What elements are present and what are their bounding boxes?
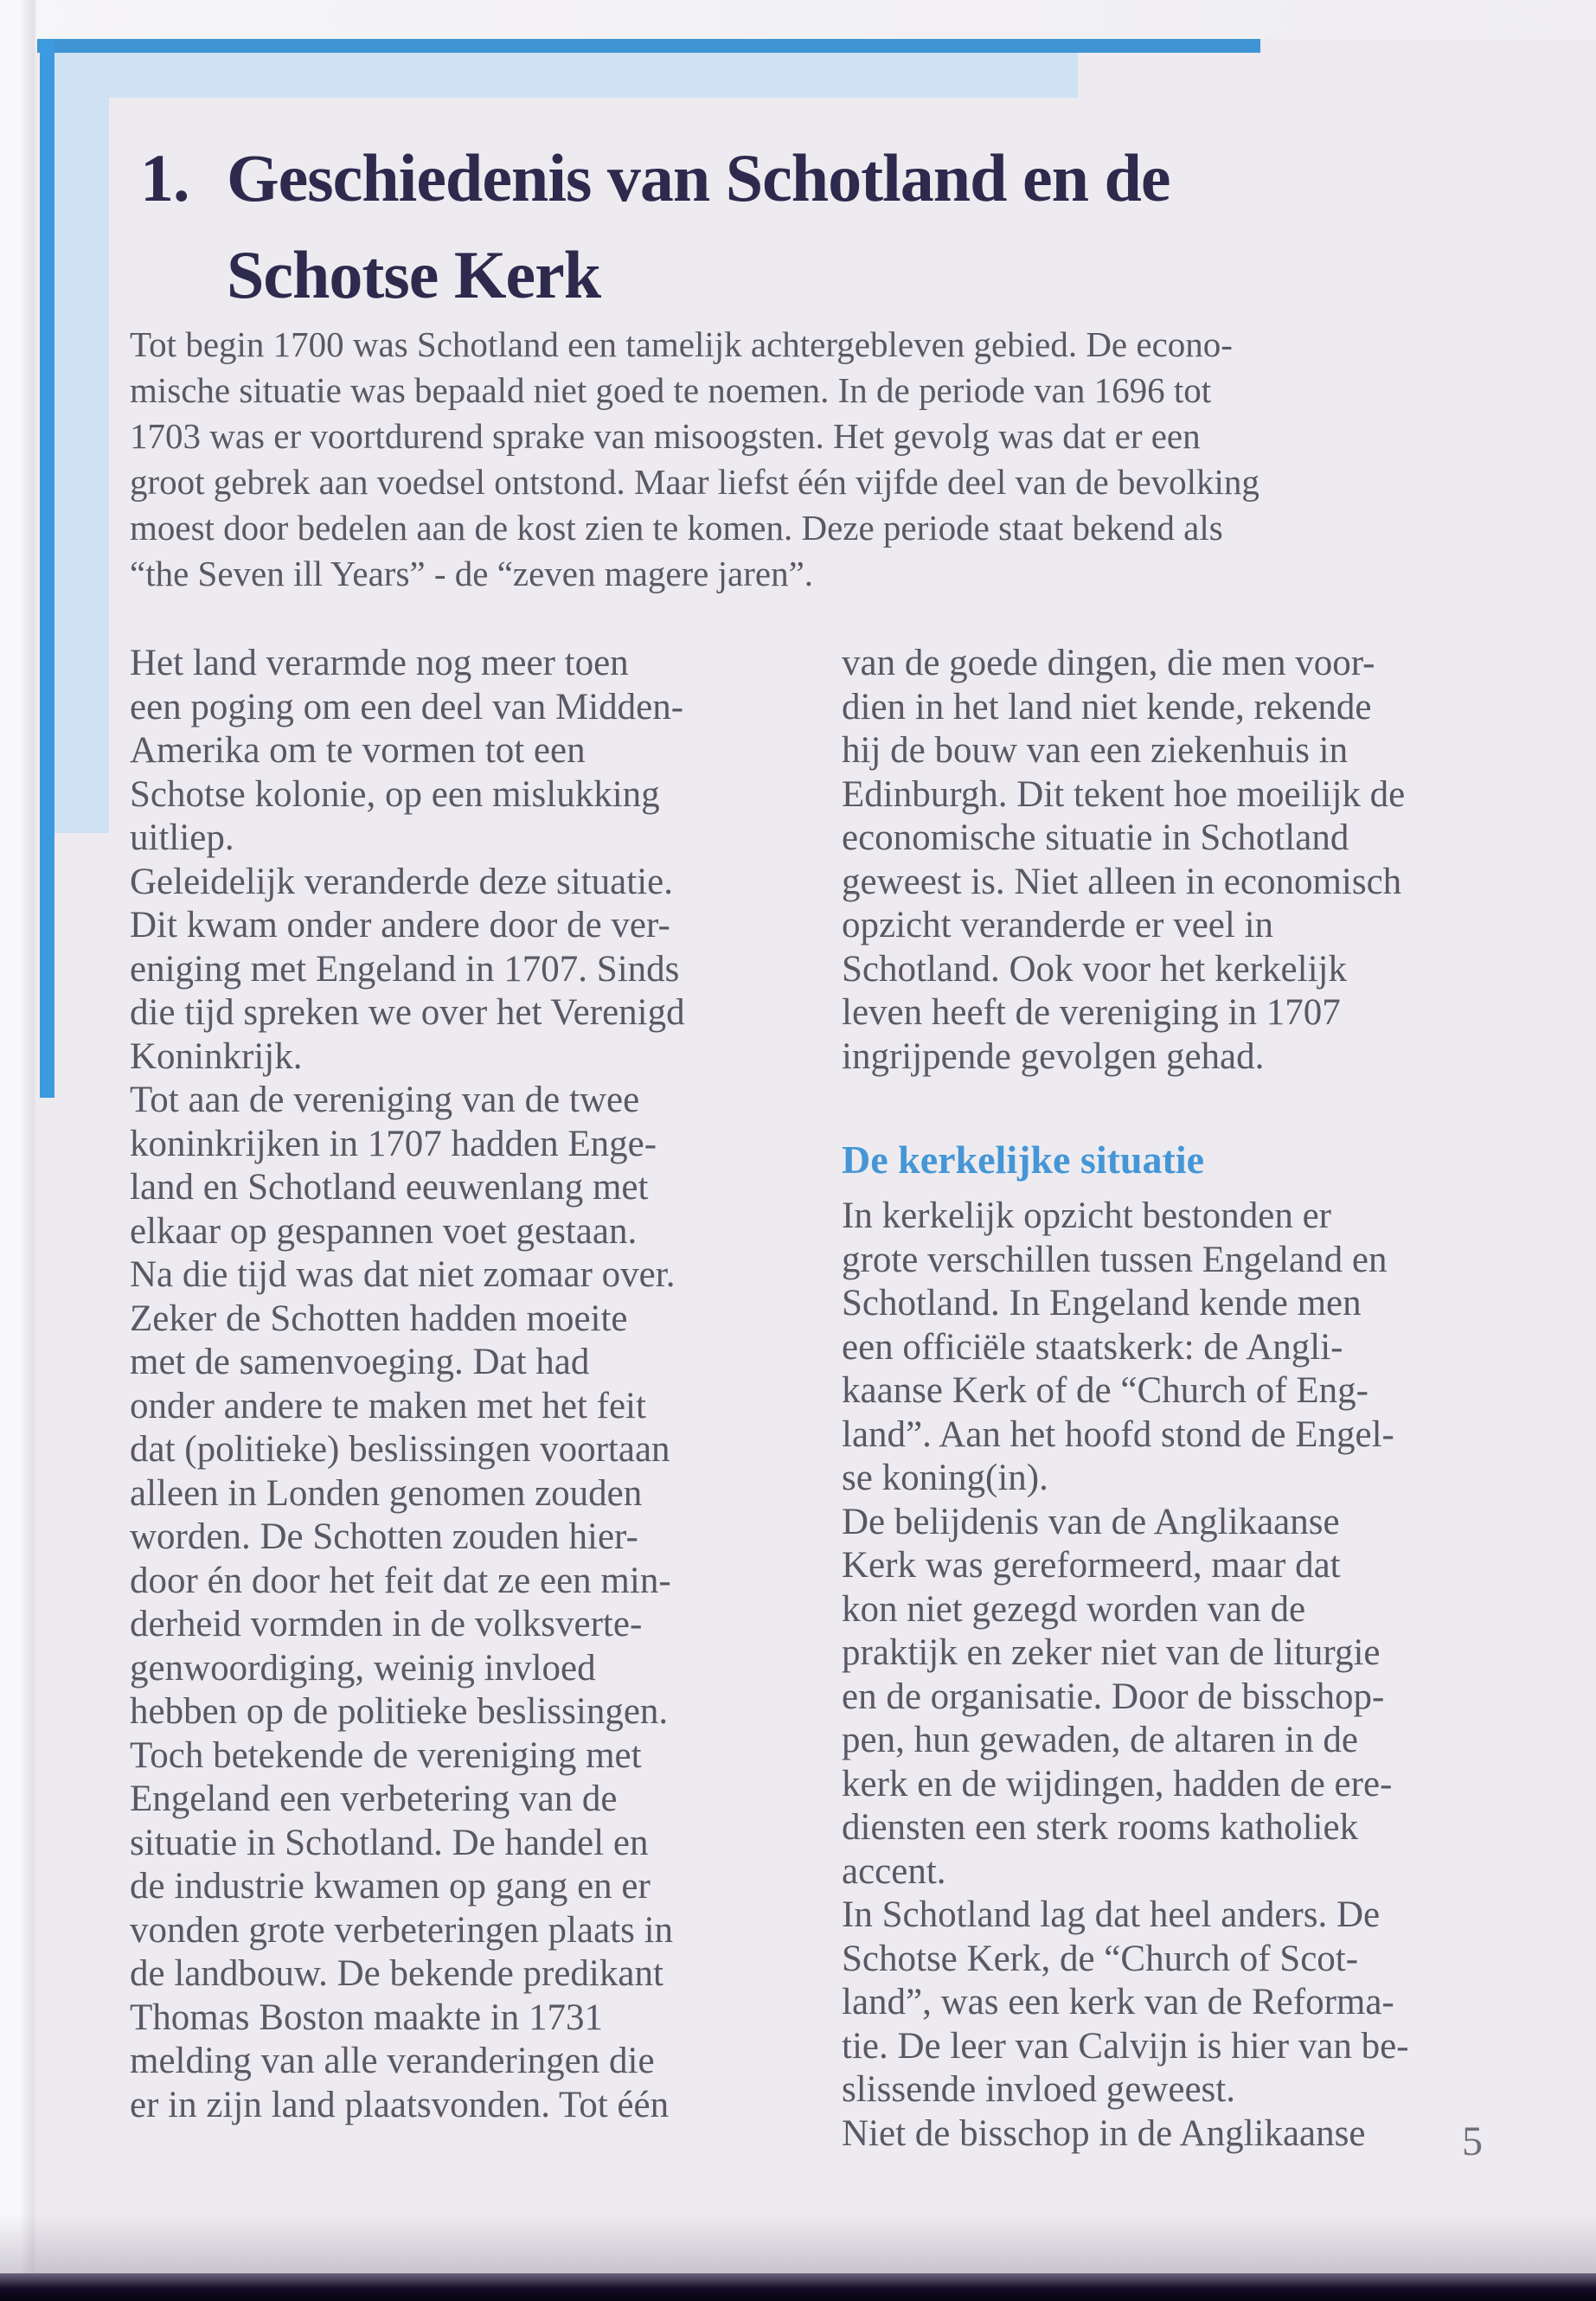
top-accent-bar xyxy=(37,39,1260,53)
text-line: de industrie kwamen op gang en er xyxy=(130,1866,651,1907)
left-accent-stripe xyxy=(40,39,54,1098)
text-line: land”, was een kerk van de Reforma- xyxy=(842,1982,1394,2022)
text-line: economische situatie in Schotland xyxy=(842,817,1349,858)
text-line: Na die tijd was dat niet zomaar over. xyxy=(130,1254,676,1295)
text-line: die tijd spreken we over het Verenigd xyxy=(130,992,685,1033)
text-line: Koninkrijk. xyxy=(130,1035,303,1077)
chapter-title-line-1: Geschiedenis van Schotland en de xyxy=(227,140,1170,215)
left-text-column xyxy=(130,642,822,2127)
text-line: kaanse Kerk of de “Church of Eng- xyxy=(842,1370,1368,1411)
text-line: “the Seven ill Years” - de “zeven magere jaren”. xyxy=(130,554,814,593)
right-text-column xyxy=(842,642,1534,2156)
paper-edge-top xyxy=(0,0,1596,39)
light-blue-panel-side xyxy=(54,53,109,833)
text-line: uitliep. xyxy=(130,817,234,858)
text-line: Thomas Boston maakte in 1731 xyxy=(130,1997,603,2038)
text-line: Schotse kolonie, op een mislukking xyxy=(130,773,660,815)
text-line: een officiële staatskerk: de Angli- xyxy=(842,1326,1343,1368)
paper-edge-left xyxy=(0,0,36,2301)
text-line: land”. Aan het hoofd stond de Engel- xyxy=(842,1413,1394,1455)
text-line: kerk en de wijdingen, hadden de ere- xyxy=(842,1763,1393,1804)
text-line: de landbouw. De bekende predikant xyxy=(130,1953,663,1994)
text-line: Schotland. In Engeland kende men xyxy=(842,1283,1362,1324)
chapter-title xyxy=(140,130,1368,324)
text-line: alleen in Londen genomen zouden xyxy=(130,1472,643,1514)
bottom-scan-shadow xyxy=(0,2214,1596,2277)
text-line: pen, hun gewaden, de altaren in de xyxy=(842,1720,1358,1760)
text-line: In Schotland lag dat heel anders. De xyxy=(842,1894,1381,1935)
text-line: Het land verarmde nog meer toen xyxy=(130,643,629,683)
text-line: vonden grote verbeteringen plaats in xyxy=(130,1909,674,1951)
text-line: derheid vormden in de volksverte- xyxy=(130,1604,643,1644)
text-line: er in zijn land plaatsvonden. Tot één xyxy=(130,2084,670,2125)
text-line: door én door het feit dat ze een min- xyxy=(130,1560,671,1601)
text-line: diensten een sterk rooms katholiek xyxy=(842,1807,1359,1848)
text-line: tie. De leer van Calvijn is hier van be- xyxy=(842,2025,1409,2067)
text-line: 1703 was er voortdurend sprake van misoogsten. Het gevolg was dat er een xyxy=(130,416,1201,456)
text-line: Tot begin 1700 was Schotland een tamelijk achtergebleven gebied. De econo- xyxy=(130,324,1233,364)
section-heading: De kerkelijke situatie xyxy=(842,1138,1205,1182)
text-line: Kerk was gereformeerd, maar dat xyxy=(842,1545,1341,1586)
right-column-paragraph-2 xyxy=(842,1195,1534,2156)
text-line: Schotland. Ook voor het kerkelijk xyxy=(842,948,1347,990)
text-line: Schotse Kerk, de “Church of Scot- xyxy=(842,1938,1359,1979)
text-line: geweest is. Niet alleen in economisch xyxy=(842,861,1402,902)
text-line: Engeland een verbetering van de xyxy=(130,1779,618,1819)
text-line: accent. xyxy=(842,1850,946,1892)
text-line: Dit kwam onder andere door de ver- xyxy=(130,905,670,945)
right-column-paragraph-1 xyxy=(842,642,1534,1079)
text-line: moest door bedelen aan de kost zien te komen. Deze periode staat bekend als xyxy=(130,508,1223,548)
text-line: Amerika om te vormen tot een xyxy=(130,730,586,771)
text-line: land en Schotland eeuwenlang met xyxy=(130,1167,649,1208)
text-line: onder andere te maken met het feit xyxy=(130,1385,646,1426)
text-line: een poging om een deel van Midden- xyxy=(130,686,684,727)
text-line: ingrijpende gevolgen gehad. xyxy=(842,1035,1265,1077)
text-line: genwoordiging, weinig invloed xyxy=(130,1647,596,1689)
text-line: leven heeft de vereniging in 1707 xyxy=(842,992,1341,1033)
bottom-scan-band xyxy=(0,2273,1596,2301)
chapter-number: 1. xyxy=(140,140,189,215)
text-line: Tot aan de vereniging van de twee xyxy=(130,1080,640,1120)
text-line: In kerkelijk opzicht bestonden er xyxy=(842,1195,1331,1236)
text-line: elkaar op gespannen voet gestaan. xyxy=(130,1210,638,1252)
text-line: opzicht veranderde er veel in xyxy=(842,905,1274,945)
chapter-title-line-2: Schotse Kerk xyxy=(227,237,601,312)
text-line: Edinburgh. Dit tekent hoe moeilijk de xyxy=(842,773,1406,815)
light-blue-panel-top xyxy=(54,53,1078,98)
text-line: melding van alle veranderingen die xyxy=(130,2041,655,2081)
text-line: Geleidelijk veranderde deze situatie. xyxy=(130,861,673,902)
text-line: mische situatie was bepaald niet goed te noemen. In de periode van 1696 tot xyxy=(130,370,1212,410)
text-line: dat (politieke) beslissingen voortaan xyxy=(130,1429,670,1470)
text-line: Niet de bisschop in de Anglikaanse xyxy=(842,2112,1366,2154)
intro-paragraph xyxy=(130,322,1401,597)
text-line: eniging met Engeland in 1707. Sinds xyxy=(130,948,680,990)
text-line: kon niet gezegd worden van de xyxy=(842,1588,1306,1630)
text-line: Zeker de Schotten hadden moeite xyxy=(130,1298,628,1339)
text-line: dien in het land niet kende, rekende xyxy=(842,686,1372,727)
text-line: en de organisatie. Door de bisschop- xyxy=(842,1676,1385,1717)
text-line: van de goede dingen, die men voor- xyxy=(842,643,1375,683)
text-line: slissende invloed geweest. xyxy=(842,2069,1235,2110)
text-line: se koning(in). xyxy=(842,1458,1048,1498)
text-line: situatie in Schotland. De handel en xyxy=(130,1822,649,1863)
text-line: hij de bouw van een ziekenhuis in xyxy=(842,730,1349,771)
chapter-title-text xyxy=(227,130,1170,324)
text-line: grote verschillen tussen Engeland en xyxy=(842,1239,1388,1280)
text-line: worden. De Schotten zouden hier- xyxy=(130,1516,638,1557)
text-line: De belijdenis van de Anglikaanse xyxy=(842,1501,1340,1542)
text-line: met de samenvoeging. Dat had xyxy=(130,1342,590,1382)
page-number: 5 xyxy=(1462,2118,1483,2164)
text-line: koninkrijken in 1707 hadden Enge- xyxy=(130,1123,657,1164)
text-line: Toch betekende de vereniging met xyxy=(130,1734,642,1776)
text-line: groot gebrek aan voedsel ontstond. Maar liefst één vijfde deel van de bevolking xyxy=(130,462,1259,502)
text-line: hebben op de politieke beslissingen. xyxy=(130,1691,669,1732)
text-line: praktijk en zeker niet van de liturgie xyxy=(842,1632,1381,1673)
